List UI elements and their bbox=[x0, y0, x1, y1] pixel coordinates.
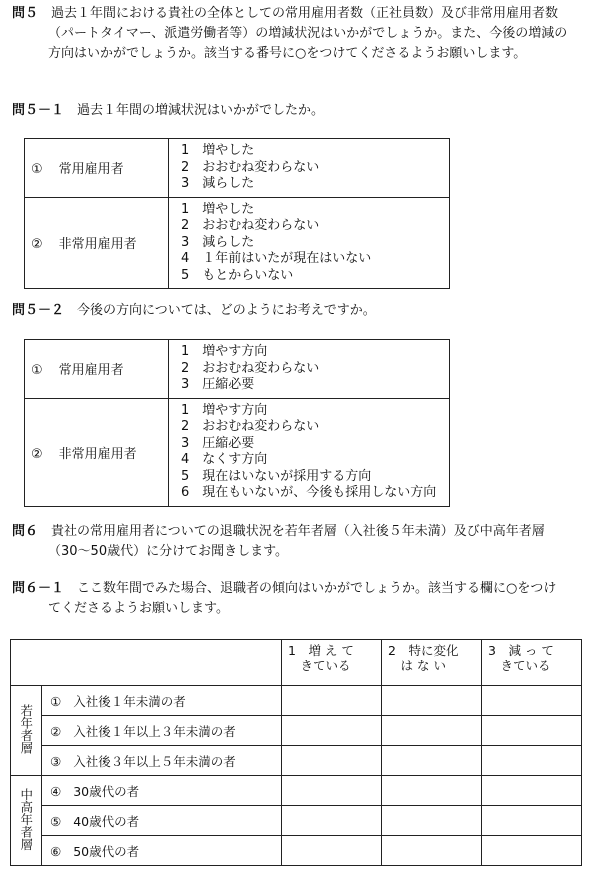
group-label-text: 中高年者層 bbox=[18, 787, 34, 850]
option[interactable]: 3 減らした bbox=[181, 234, 255, 250]
q5-2-text: 今後の方向については、どのようにお考えですか。 bbox=[77, 303, 376, 318]
answer-cell-decrease[interactable] bbox=[482, 776, 582, 806]
option[interactable]: 3 圧縮必要 bbox=[181, 377, 255, 392]
answer-cell-no-change[interactable] bbox=[382, 776, 482, 806]
header-decrease: 3 減 っ て きている bbox=[482, 640, 582, 686]
option[interactable]: 5 現在はいないが採用する方向 bbox=[181, 468, 372, 484]
answer-cell-decrease[interactable] bbox=[482, 806, 582, 836]
row-label: ① 入社後１年未満の者 bbox=[42, 686, 282, 716]
q6-1-table bbox=[10, 639, 582, 866]
answer-cell-decrease[interactable] bbox=[482, 746, 582, 776]
header-no-change: 2 特に変化 は な い bbox=[382, 640, 482, 686]
option[interactable]: 3 減らした bbox=[181, 176, 255, 191]
q5-2-number: 問５－２ bbox=[12, 303, 65, 318]
q5-2-heading bbox=[12, 301, 376, 321]
q5-line-3: 方向はいかがでしょうか。該当する番号に○をつけてくださるようお願いします。 bbox=[48, 46, 527, 61]
q5-number: 問５ bbox=[12, 6, 39, 21]
option[interactable]: 4 なくす方向 bbox=[181, 452, 268, 467]
answer-cell-decrease[interactable] bbox=[482, 686, 582, 716]
answer-cell-increase[interactable] bbox=[282, 806, 382, 836]
q5-2-row-regular bbox=[25, 340, 450, 399]
q5-2-options bbox=[169, 340, 450, 399]
option[interactable]: 6 現在もいないが、今後も採用しない方向 bbox=[181, 485, 437, 500]
option[interactable]: 1 増やす方向 bbox=[181, 402, 268, 418]
option[interactable]: 2 おおむね変わらない bbox=[181, 159, 320, 175]
q5-2-row-label: ① 常用雇用者 bbox=[25, 340, 169, 399]
answer-cell-increase[interactable] bbox=[282, 776, 382, 806]
q5-1-table bbox=[24, 138, 450, 289]
q6-line-1: 貴社の常用雇用者についての退職状況を若年者層（入社後５年未満）及び中高年者層 bbox=[51, 524, 545, 539]
answer-cell-no-change[interactable] bbox=[382, 686, 482, 716]
group-label-text: 若年者層 bbox=[18, 703, 34, 754]
row-label: ⑤ 40歳代の者 bbox=[42, 806, 282, 836]
q5-1-options bbox=[169, 139, 450, 198]
q5-1-number: 問５－１ bbox=[12, 103, 65, 118]
option[interactable]: 1 増やす方向 bbox=[181, 344, 268, 359]
q5-1-row-nonregular bbox=[25, 197, 450, 289]
answer-cell-decrease[interactable] bbox=[482, 836, 582, 866]
header-blank bbox=[11, 640, 282, 686]
q6-block bbox=[12, 522, 592, 562]
q5-line-2: （パートタイマー、派遣労働者等）の増減状況はいかがでしょうか。また、今後の増減の bbox=[48, 26, 568, 41]
option[interactable]: 5 もとからいない bbox=[181, 267, 294, 283]
answer-cell-increase[interactable] bbox=[282, 686, 382, 716]
option[interactable]: 4 １年前はいたが現在はいない bbox=[181, 251, 372, 266]
header-increase: 1 増 え て きている bbox=[282, 640, 382, 686]
row-label: ③ 入社後３年以上５年未満の者 bbox=[42, 746, 282, 776]
answer-cell-increase[interactable] bbox=[282, 836, 382, 866]
q6-line-2: （30～50歳代）に分けてお聞きします。 bbox=[48, 544, 289, 559]
q5-1-heading bbox=[12, 101, 324, 121]
table-row bbox=[11, 746, 582, 776]
answer-cell-no-change[interactable] bbox=[382, 836, 482, 866]
q6-1-block bbox=[12, 579, 592, 619]
answer-cell-decrease[interactable] bbox=[482, 716, 582, 746]
option[interactable]: 1 増やした bbox=[181, 143, 255, 158]
table-row bbox=[11, 716, 582, 746]
q5-1-text: 過去１年間の増減状況はいかがでしたか。 bbox=[77, 103, 325, 118]
answer-cell-no-change[interactable] bbox=[382, 806, 482, 836]
q6-1-line-2: てくださるようお願いします。 bbox=[48, 601, 229, 616]
q5-1-options bbox=[169, 197, 450, 289]
option[interactable]: 2 おおむね変わらない bbox=[181, 360, 320, 376]
q5-1-row-regular bbox=[25, 139, 450, 198]
option[interactable]: 2 おおむね変わらない bbox=[181, 218, 320, 233]
q5-line-1: 過去１年間における貴社の全体としての常用雇用者数（正社員数）及び非常用雇用者数 bbox=[51, 6, 559, 21]
answer-cell-increase[interactable] bbox=[282, 716, 382, 746]
q6-1-line-1: ここ数年間でみた場合、退職者の傾向はいかがでしょうか。該当する欄に○をつけ bbox=[77, 581, 557, 596]
q5-2-row-label: ② 非常用雇用者 bbox=[25, 398, 169, 506]
option[interactable]: 2 おおむね変わらない bbox=[181, 419, 320, 434]
option[interactable]: 3 圧縮必要 bbox=[181, 435, 255, 451]
q5-2-row-nonregular bbox=[25, 398, 450, 506]
answer-cell-increase[interactable] bbox=[282, 746, 382, 776]
q6-1-header-row bbox=[11, 640, 582, 686]
table-row bbox=[11, 776, 582, 806]
q5-2-options bbox=[169, 398, 450, 506]
option[interactable]: 1 増やした bbox=[181, 201, 255, 217]
answer-cell-no-change[interactable] bbox=[382, 716, 482, 746]
table-row bbox=[11, 806, 582, 836]
table-row bbox=[11, 836, 582, 866]
row-label: ⑥ 50歳代の者 bbox=[42, 836, 282, 866]
group-label-middle-aged bbox=[11, 776, 42, 866]
row-label: ② 入社後１年以上３年未満の者 bbox=[42, 716, 282, 746]
q6-number: 問６ bbox=[12, 524, 39, 539]
q5-2-table bbox=[24, 339, 450, 507]
row-label: ④ 30歳代の者 bbox=[42, 776, 282, 806]
answer-cell-no-change[interactable] bbox=[382, 746, 482, 776]
q5-block bbox=[12, 4, 592, 64]
table-row bbox=[11, 686, 582, 716]
group-label-young bbox=[11, 686, 42, 776]
q5-1-row-label: ② 非常用雇用者 bbox=[25, 197, 169, 289]
q5-1-row-label: ① 常用雇用者 bbox=[25, 139, 169, 198]
q6-1-number: 問６－１ bbox=[12, 581, 65, 596]
